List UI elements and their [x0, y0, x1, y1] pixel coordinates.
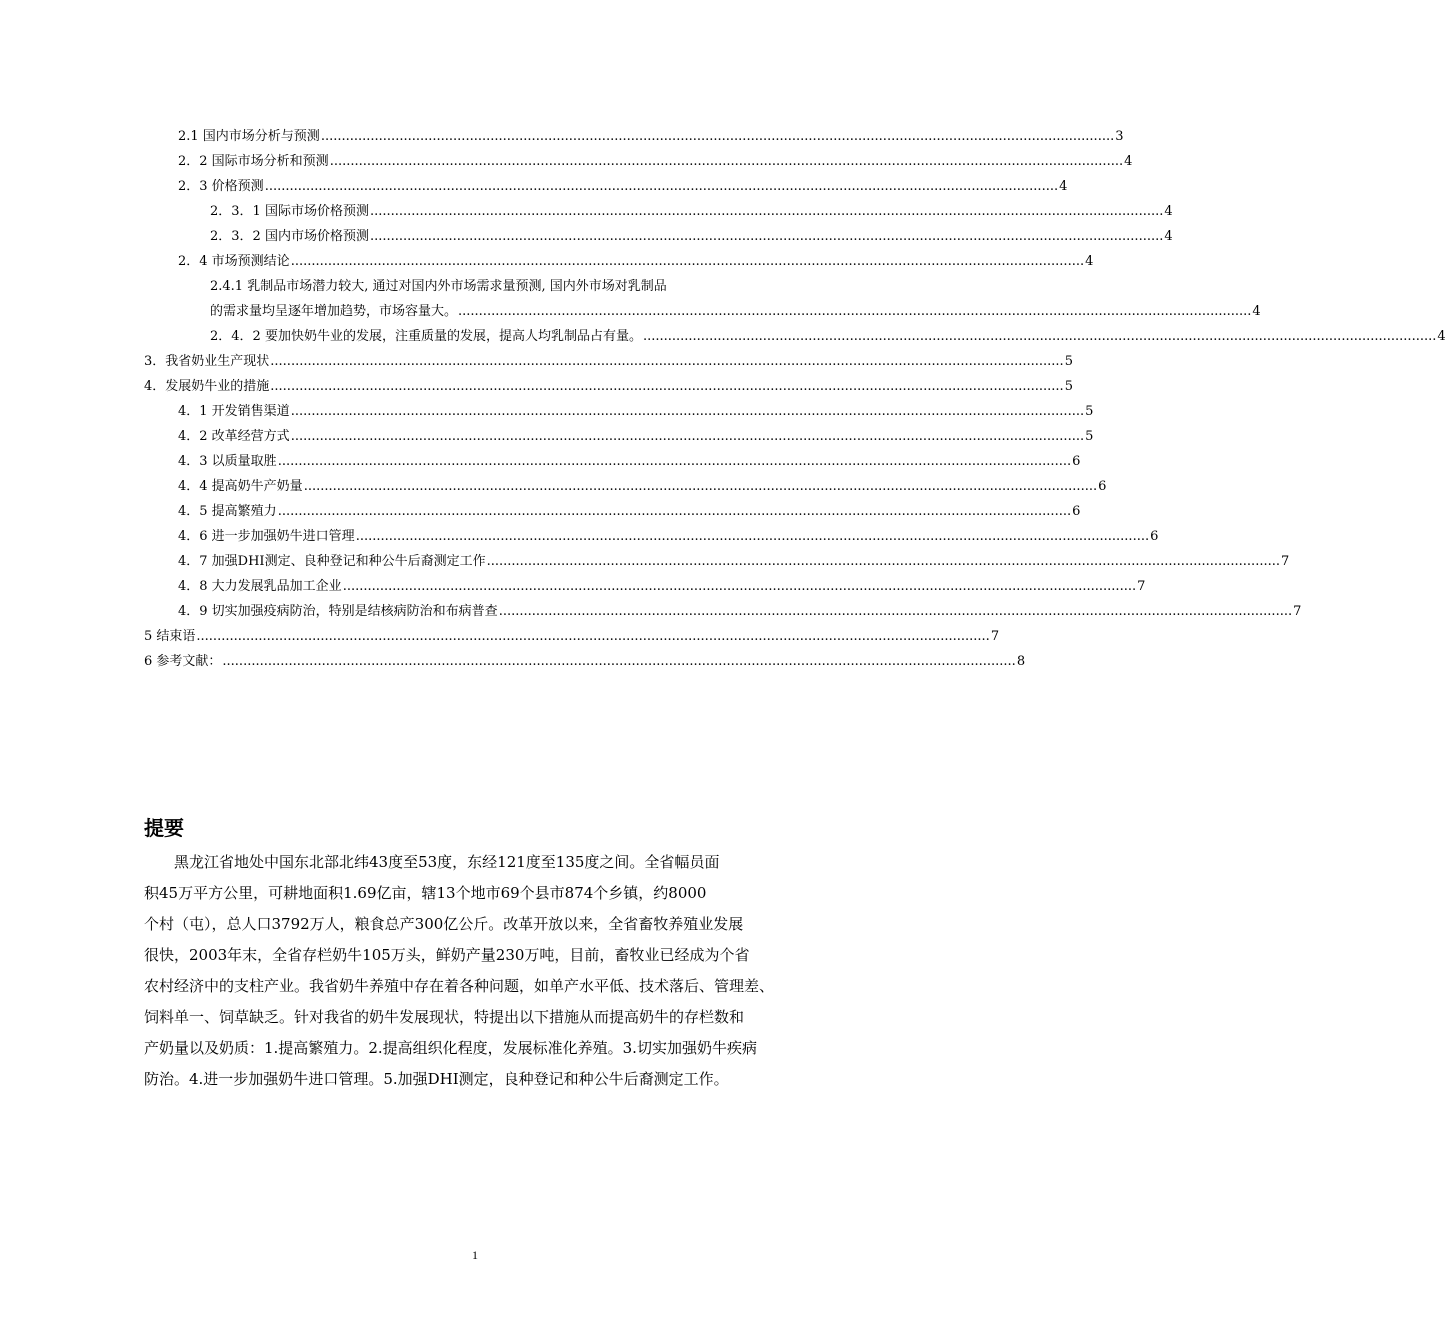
- toc-entry-title: 3．我省奶业生产现状: [144, 354, 270, 369]
- toc-entry-page: 4: [1059, 179, 1068, 194]
- toc-entry[interactable]: 4．发展奶牛业的措施 ................................................................................................................................................................................................ 5: [144, 374, 808, 399]
- toc-entry-title: 4．6 进一步加强奶牛进口管理: [178, 529, 355, 544]
- abstract-line: 黑龙江省地处中国东北部北纬43度至53度，东经121度至135度之间。全省幅员面: [174, 853, 720, 871]
- abstract-line: 防治。4.进一步加强奶牛进口管理。5.加强DHI测定，良种登记和种公牛后裔测定工作。: [144, 1070, 729, 1088]
- toc-entry[interactable]: 4．2 改革经营方式 ................................................................................................................................................................................................ 5: [144, 424, 808, 449]
- toc-entry-page: 4: [1085, 254, 1094, 269]
- toc-entry-title: 4．5 提高繁殖力: [178, 504, 277, 519]
- toc-entry[interactable]: 2．4 市场预测结论 ................................................................................................................................................................................................ 4: [144, 249, 808, 274]
- toc-entry-page: 8: [1016, 654, 1026, 669]
- page-number: 1: [472, 1248, 478, 1262]
- toc-entry-title: 2.1 国内市场分析与预测: [178, 129, 320, 144]
- toc-entry-title: 2．2 国际市场分析和预测: [178, 154, 329, 169]
- toc-entry[interactable]: 4．9 切实加强疫病防治，特别是结核病防治和布病普查 ................................................................................................................................................................................................ 7: [144, 599, 808, 624]
- toc-entry-title: 2．3 价格预测: [178, 179, 264, 194]
- toc-entry[interactable]: 4．7 加强DHI测定、良种登记和种公牛后裔测定工作 ................................................................................................................................................................................................ 7: [144, 549, 808, 574]
- toc-entry-page: 6: [1072, 504, 1081, 519]
- toc-entry-page: 7: [1280, 554, 1290, 569]
- abstract-line: 农村经济中的支柱产业。我省奶牛养殖中存在着各种问题，如单产水平低、技术落后、管理差、: [144, 977, 775, 995]
- toc-entry-title: 4．4 提高奶牛产奶量: [178, 479, 303, 494]
- toc-entry-title: 2．3．1 国际市场价格预测: [210, 204, 369, 219]
- toc-entry[interactable]: 3．我省奶业生产现状 ................................................................................................................................................................................................ 5: [144, 349, 808, 374]
- toc-entry[interactable]: 2.4.1 乳制品市场潜力较大, 通过对国内外市场需求量预测, 国内外市场对乳制品 的需求量均呈逐年增加趋势，市场容量大。 ................................................................................................................................................................................................ 4: [144, 274, 808, 324]
- toc-entry[interactable]: 2.1 国内市场分析与预测 ................................................................................................................................................................................................ 3: [144, 124, 808, 149]
- toc-entry-page: 4: [1164, 229, 1173, 244]
- toc-entry-title: 2．4 市场预测结论: [178, 254, 290, 269]
- abstract-line: 产奶量以及奶质：1.提高繁殖力。2.提高组织化程度，发展标准化养殖。3.切实加强奶牛疾病: [144, 1039, 757, 1057]
- toc-entry-page: 5: [1064, 354, 1073, 369]
- toc-entry[interactable]: 4．3 以质量取胜 ................................................................................................................................................................................................ 6: [144, 449, 808, 474]
- toc-entry-title: 4．2 改革经营方式: [178, 429, 290, 444]
- toc-entry-title: 2．3．2 国内市场价格预测: [210, 229, 369, 244]
- toc-entry-title: 4．3 以质量取胜: [178, 454, 277, 469]
- toc-entry-page: 7: [1137, 579, 1146, 594]
- toc-entry-page: 3: [1115, 129, 1124, 144]
- abstract-body: [144, 847, 808, 1095]
- toc-entry-title: 6 参考文献：: [144, 654, 222, 669]
- toc-entry[interactable]: 4．6 进一步加强奶牛进口管理 ................................................................................................................................................................................................ 6: [144, 524, 808, 549]
- toc-entry[interactable]: 2．3．2 国内市场价格预测 ................................................................................................................................................................................................ 4: [144, 224, 808, 249]
- toc-entry-page: 7: [990, 629, 1000, 644]
- abstract-line: 个村（屯），总人口3792万人，粮食总产300亿公斤。改革开放以来，全省畜牧养殖业发展: [144, 915, 744, 933]
- toc-entry-title: 4．7 加强DHI测定、良种登记和种公牛后裔测定工作: [178, 554, 486, 569]
- toc-entry-page: 5: [1064, 379, 1073, 394]
- abstract-heading: 提要: [144, 816, 184, 840]
- toc-entry-title: 4．1 开发销售渠道: [178, 404, 290, 419]
- toc-entry[interactable]: 5 结束语 ................................................................................................................................................................................................ 7: [144, 624, 808, 649]
- toc-entry-page: 6: [1150, 529, 1159, 544]
- toc-entry[interactable]: 6 参考文献： ................................................................................................................................................................................................ 8: [144, 649, 808, 674]
- toc-entry-page: 4: [1437, 329, 1446, 344]
- toc-entry-title: 5 结束语: [144, 629, 196, 644]
- toc-entry-page: 4: [1164, 204, 1173, 219]
- toc-entry-title-cont: 的需求量均呈逐年增加趋势，市场容量大。: [210, 304, 458, 319]
- toc-entry-page: 4: [1124, 154, 1133, 169]
- toc-entry-title: 4．9 切实加强疫病防治，特别是结核病防治和布病普查: [178, 604, 498, 619]
- toc-entry-page: 6: [1098, 479, 1107, 494]
- toc-entry-page: 6: [1072, 454, 1081, 469]
- toc-entry-title: 2．4．2 要加快奶牛业的发展，注重质量的发展，提高人均乳制品占有量。: [210, 329, 642, 344]
- toc-entry[interactable]: 4．8 大力发展乳品加工企业 ................................................................................................................................................................................................ 7: [144, 574, 808, 599]
- abstract-line: 积45万平方公里，可耕地面积1.69亿亩，辖13个地市69个县市874个乡镇，约8000: [144, 884, 707, 902]
- toc-entry-page: 5: [1085, 429, 1094, 444]
- toc-entry[interactable]: 2．2 国际市场分析和预测 ................................................................................................................................................................................................ 4: [144, 149, 808, 174]
- toc-entry[interactable]: 4．5 提高繁殖力 ................................................................................................................................................................................................ 6: [144, 499, 808, 524]
- toc-entry[interactable]: 2．3．1 国际市场价格预测 ................................................................................................................................................................................................ 4: [144, 199, 808, 224]
- toc-entry-page: 7: [1293, 604, 1302, 619]
- toc-entry-title: 4．8 大力发展乳品加工企业: [178, 579, 342, 594]
- toc-entry-title: 4．发展奶牛业的措施: [144, 379, 270, 394]
- abstract-line: 饲料单一、饲草缺乏。针对我省的奶牛发展现状，特提出以下措施从而提高奶牛的存栏数和: [144, 1008, 745, 1026]
- toc-entry[interactable]: 2．3 价格预测 ................................................................................................................................................................................................ 4: [144, 174, 808, 199]
- toc-entry-page: 4: [1252, 304, 1261, 319]
- toc-entry[interactable]: 4．1 开发销售渠道 ................................................................................................................................................................................................ 5: [144, 399, 808, 424]
- toc-entry-page: 5: [1085, 404, 1094, 419]
- table-of-contents: [144, 124, 1446, 674]
- abstract-line: 很快，2003年末，全省存栏奶牛105万头，鲜奶产量230万吨，目前，畜牧业已经成为个省: [144, 946, 750, 964]
- toc-entry[interactable]: 2．4．2 要加快奶牛业的发展，注重质量的发展，提高人均乳制品占有量。 ................................................................................................................................................................................................ 4: [144, 324, 808, 349]
- toc-entry-title: 2.4.1 乳制品市场潜力较大, 通过对国内外市场需求量预测, 国内外市场对乳制品: [210, 279, 667, 294]
- toc-entry[interactable]: 4．4 提高奶牛产奶量 ................................................................................................................................................................................................ 6: [144, 474, 808, 499]
